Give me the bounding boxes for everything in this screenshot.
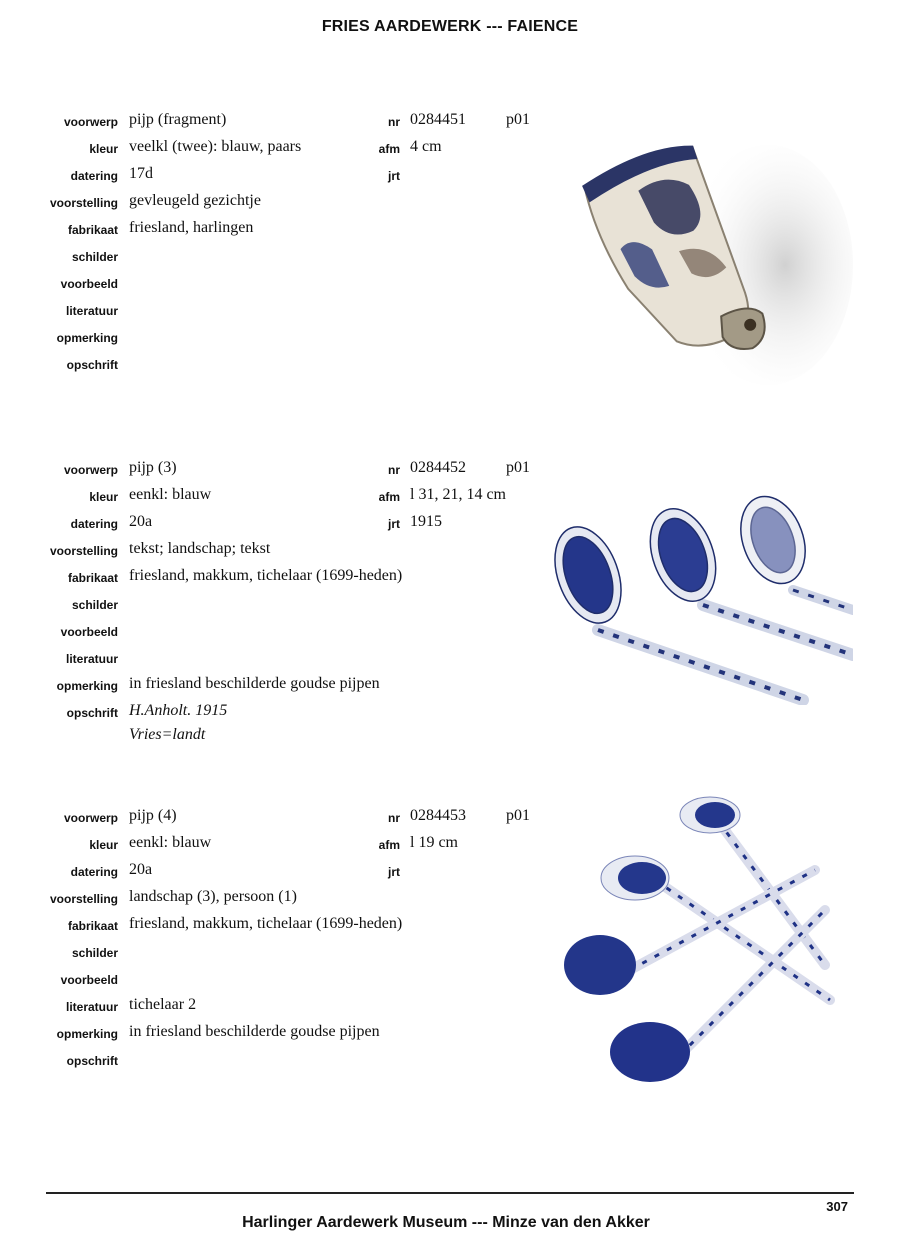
field-value: pijp (fragment) (129, 111, 227, 128)
field-value: veelkl (twee): blauw, paars (129, 138, 302, 155)
field-label: voorstelling (49, 544, 118, 558)
four-pipes-photo (560, 790, 855, 1090)
field-value: in friesland beschilderde goudse pijpen (129, 1023, 380, 1040)
field-label: schilder (71, 250, 118, 264)
page-header: FRIES AARDEWERK --- FAIENCE (321, 18, 579, 35)
field-label: voorstelling (49, 892, 118, 906)
field-label: opschrift (66, 706, 118, 720)
field-label: literatuur (65, 304, 118, 318)
field-label: kleur (89, 490, 118, 504)
field-label: kleur (89, 142, 118, 156)
afm-label: afm (378, 490, 400, 504)
field-label: schilder (71, 946, 118, 960)
field-label: voorwerp (63, 811, 118, 825)
field-label: fabrikaat (67, 919, 118, 933)
jrt-label: jrt (388, 517, 400, 531)
code-value: p01 (506, 459, 530, 476)
field-label: opmerking (56, 1027, 118, 1041)
field-label: opschrift (66, 358, 118, 372)
field-value: pijp (3) (129, 459, 177, 476)
code-value: p01 (506, 807, 530, 824)
field-value: 17d (129, 165, 153, 182)
afm-value: l 19 cm (410, 834, 458, 851)
field-value: pijp (4) (129, 807, 177, 824)
page-footer: Harlinger Aardewerk Museum --- Minze van den Akker (242, 1214, 650, 1231)
field-label: fabrikaat (67, 223, 118, 237)
field-value: tekst; landschap; tekst (129, 540, 271, 557)
jrt-label: jrt (388, 865, 400, 879)
field-label: opmerking (56, 331, 118, 345)
field-label: opschrift (66, 1054, 118, 1068)
catalog-entry (0, 458, 540, 758)
field-value: in friesland beschilderde goudse pijpen (129, 675, 380, 692)
footer-rule (46, 1192, 854, 1194)
field-value: friesland, makkum, tichelaar (1699-heden) (129, 567, 403, 584)
nr-value: 0284452 (410, 459, 466, 476)
catalog-entry (0, 806, 540, 1076)
field-value: friesland, harlingen (129, 219, 254, 236)
field-label: voorwerp (63, 115, 118, 129)
field-label: literatuur (65, 1000, 118, 1014)
three-pipes-photo (553, 490, 853, 705)
field-value: tichelaar 2 (129, 996, 197, 1013)
inscription-line-2: Vries=landt (129, 726, 206, 743)
catalog-entry (0, 110, 540, 380)
page-number: 307 (826, 1199, 848, 1214)
field-value: eenkl: blauw (129, 834, 212, 851)
pipe-fragment-photo (578, 115, 853, 385)
field-value: friesland, makkum, tichelaar (1699-heden) (129, 915, 403, 932)
jrt-label: jrt (388, 169, 400, 183)
afm-value: l 31, 21, 14 cm (410, 486, 506, 503)
field-value: gevleugeld gezichtje (129, 192, 261, 209)
field-label: voorstelling (49, 196, 118, 210)
field-label: fabrikaat (67, 571, 118, 585)
field-label: voorwerp (63, 463, 118, 477)
field-value: eenkl: blauw (129, 486, 212, 503)
field-label: voorbeeld (60, 277, 118, 291)
field-label: datering (70, 865, 118, 879)
field-label: voorbeeld (60, 973, 118, 987)
nr-value: 0284453 (410, 807, 466, 824)
field-label: datering (70, 169, 118, 183)
field-value: 20a (129, 861, 153, 878)
field-label: kleur (89, 838, 118, 852)
field-label: datering (70, 517, 118, 531)
field-label: schilder (71, 598, 118, 612)
afm-label: afm (378, 838, 400, 852)
field-label: literatuur (65, 652, 118, 666)
code-value: p01 (506, 111, 530, 128)
inscription-line-1: H.Anholt. 1915 (129, 702, 228, 719)
field-label: voorbeeld (60, 625, 118, 639)
field-label: opmerking (56, 679, 118, 693)
field-value: landschap (3), persoon (1) (129, 888, 297, 905)
field-value: 20a (129, 513, 153, 530)
nr-label: nr (388, 115, 400, 129)
nr-label: nr (388, 811, 400, 825)
nr-label: nr (388, 463, 400, 477)
afm-value: 4 cm (410, 138, 442, 155)
jrt-value: 1915 (410, 513, 442, 530)
nr-value: 0284451 (410, 111, 466, 128)
afm-label: afm (378, 142, 400, 156)
